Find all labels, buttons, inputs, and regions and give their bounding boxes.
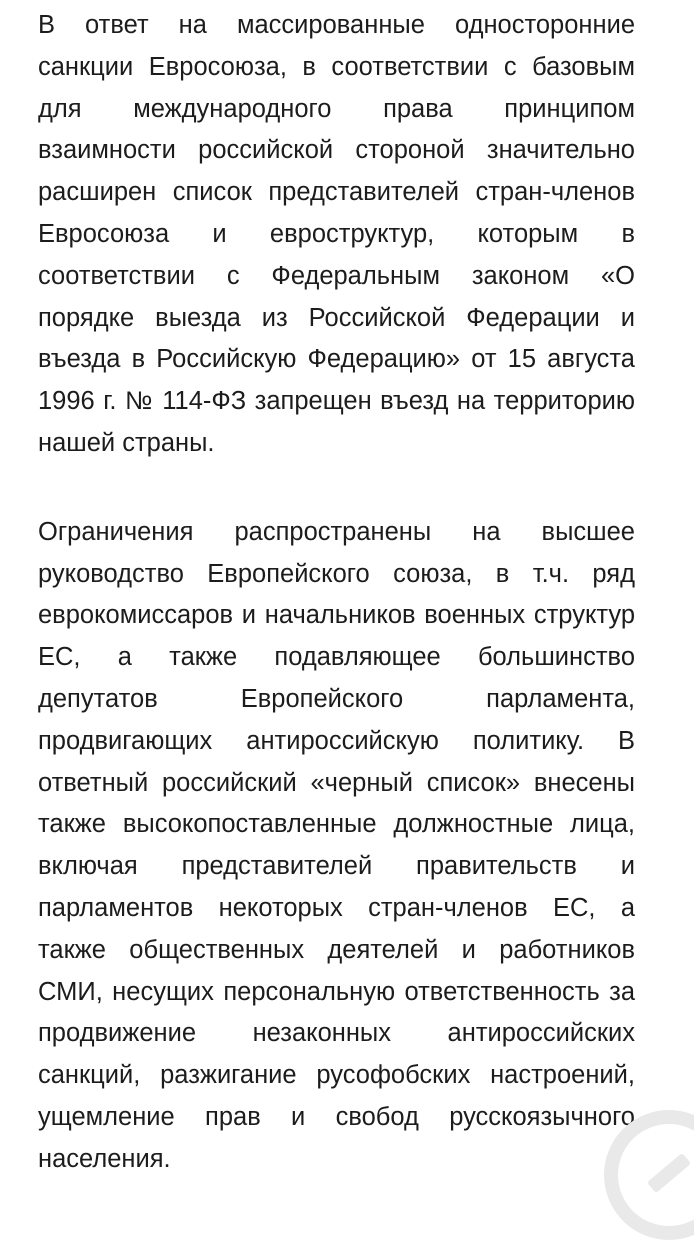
article-body bbox=[38, 0, 635, 1181]
paragraph-restrictions-scope: Ограничения распространены на высшее руководство Европейского союза, в т.ч. ряд еврокомиссаров и начальников военных структур ЕС, а также подавляющее большинство депутатов Европейского парламента, продвигающих антироссийскую политику. В ответный российский «черный список» внесены также высокопоставленные должностные лица, включая представителей правительств и парламентов некоторых стран-членов ЕС, а также общественных деятелей и работников СМИ, несущих персональную ответственность за продвижение незаконных антироссийских санкций, разжигание русофобских настроений, ущемление прав и свобод русскоязычного населения. bbox=[38, 517, 635, 1173]
paragraph-sanctions-response: В ответ на массированные односторонние санкции Евросоюза, в соответствии с базовым для международного права принципом взаимности российской стороной значительно расширен список представителей стран-членов Евросоюза и евроструктур, которым в соответствии с Федеральным законом «О порядке выезда из Российской Федерации и въезда в Российскую Федерацию» от 15 августа 1996 г. № 114-ФЗ запрещен въезд на территорию нашей страны. bbox=[38, 11, 635, 457]
